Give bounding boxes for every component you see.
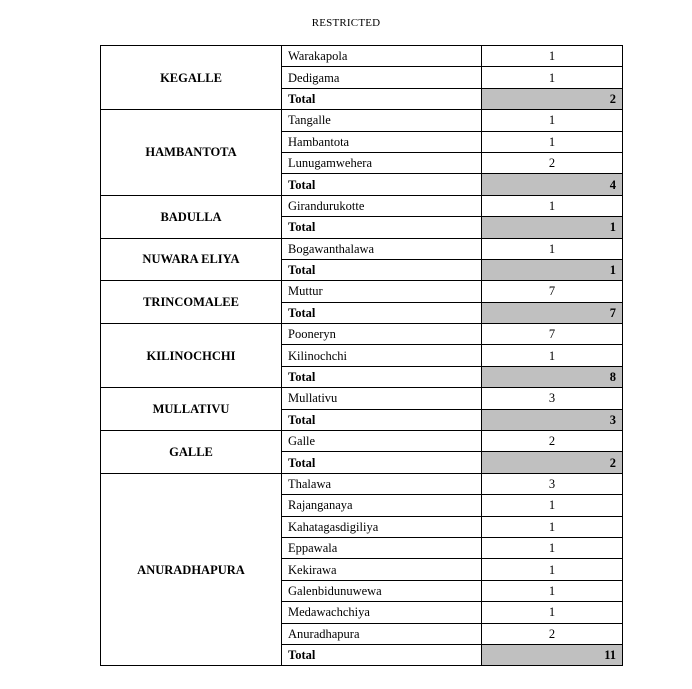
total-value: 1 (482, 259, 623, 280)
place-name: Anuradhapura (282, 623, 482, 644)
place-name: Warakapola (282, 46, 482, 67)
place-count: 1 (482, 495, 623, 516)
place-count: 1 (482, 580, 623, 601)
table-row (101, 195, 623, 216)
place-name: Mullativu (282, 388, 482, 409)
district-name: ANURADHAPURA (101, 473, 282, 666)
place-count: 1 (482, 602, 623, 623)
district-name: KILINOCHCHI (101, 324, 282, 388)
place-name: Dedigama (282, 67, 482, 88)
total-value: 8 (482, 366, 623, 387)
place-name: Kekirawa (282, 559, 482, 580)
place-name: Kahatagasdigiliya (282, 516, 482, 537)
table-row (101, 388, 623, 409)
place-count: 1 (482, 46, 623, 67)
place-count: 1 (482, 67, 623, 88)
place-name: Tangalle (282, 110, 482, 131)
total-value: 4 (482, 174, 623, 195)
place-count: 1 (482, 516, 623, 537)
place-count: 1 (482, 195, 623, 216)
place-name: Eppawala (282, 537, 482, 558)
district-name: HAMBANTOTA (101, 110, 282, 196)
table-row (101, 238, 623, 259)
district-name: GALLE (101, 431, 282, 474)
table-body (101, 46, 623, 666)
place-name: Galenbidunuwewa (282, 580, 482, 601)
district-name: NUWARA ELIYA (101, 238, 282, 281)
total-label: Total (282, 644, 482, 665)
place-count: 1 (482, 559, 623, 580)
total-label: Total (282, 366, 482, 387)
place-name: Girandurukotte (282, 195, 482, 216)
district-incident-table (100, 45, 623, 666)
place-name: Thalawa (282, 473, 482, 494)
place-count: 2 (482, 431, 623, 452)
place-count: 1 (482, 131, 623, 152)
place-count: 1 (482, 537, 623, 558)
place-count: 7 (482, 281, 623, 302)
total-value: 11 (482, 644, 623, 665)
total-value: 3 (482, 409, 623, 430)
total-label: Total (282, 174, 482, 195)
table-row (101, 431, 623, 452)
total-value: 2 (482, 88, 623, 109)
place-count: 3 (482, 473, 623, 494)
place-name: Galle (282, 431, 482, 452)
place-name: Medawachchiya (282, 602, 482, 623)
district-name: BADULLA (101, 195, 282, 238)
total-value: 2 (482, 452, 623, 473)
total-label: Total (282, 409, 482, 430)
total-label: Total (282, 217, 482, 238)
district-name: TRINCOMALEE (101, 281, 282, 324)
place-count: 3 (482, 388, 623, 409)
table-row (101, 110, 623, 131)
classification-header: RESTRICTED (311, 17, 381, 29)
place-count: 1 (482, 238, 623, 259)
district-name: MULLATIVU (101, 388, 282, 431)
district-name: KEGALLE (101, 46, 282, 110)
place-count: 2 (482, 152, 623, 173)
table-row (101, 324, 623, 345)
total-label: Total (282, 259, 482, 280)
place-name: Bogawanthalawa (282, 238, 482, 259)
place-name: Hambantota (282, 131, 482, 152)
place-name: Pooneryn (282, 324, 482, 345)
total-value: 1 (482, 217, 623, 238)
place-name: Kilinochchi (282, 345, 482, 366)
place-count: 1 (482, 345, 623, 366)
place-name: Muttur (282, 281, 482, 302)
table-row (101, 46, 623, 67)
total-label: Total (282, 88, 482, 109)
place-count: 2 (482, 623, 623, 644)
table-row (101, 473, 623, 494)
table-row (101, 281, 623, 302)
place-count: 7 (482, 324, 623, 345)
place-count: 1 (482, 110, 623, 131)
total-value: 7 (482, 302, 623, 323)
total-label: Total (282, 452, 482, 473)
place-name: Rajanganaya (282, 495, 482, 516)
total-label: Total (282, 302, 482, 323)
place-name: Lunugamwehera (282, 152, 482, 173)
